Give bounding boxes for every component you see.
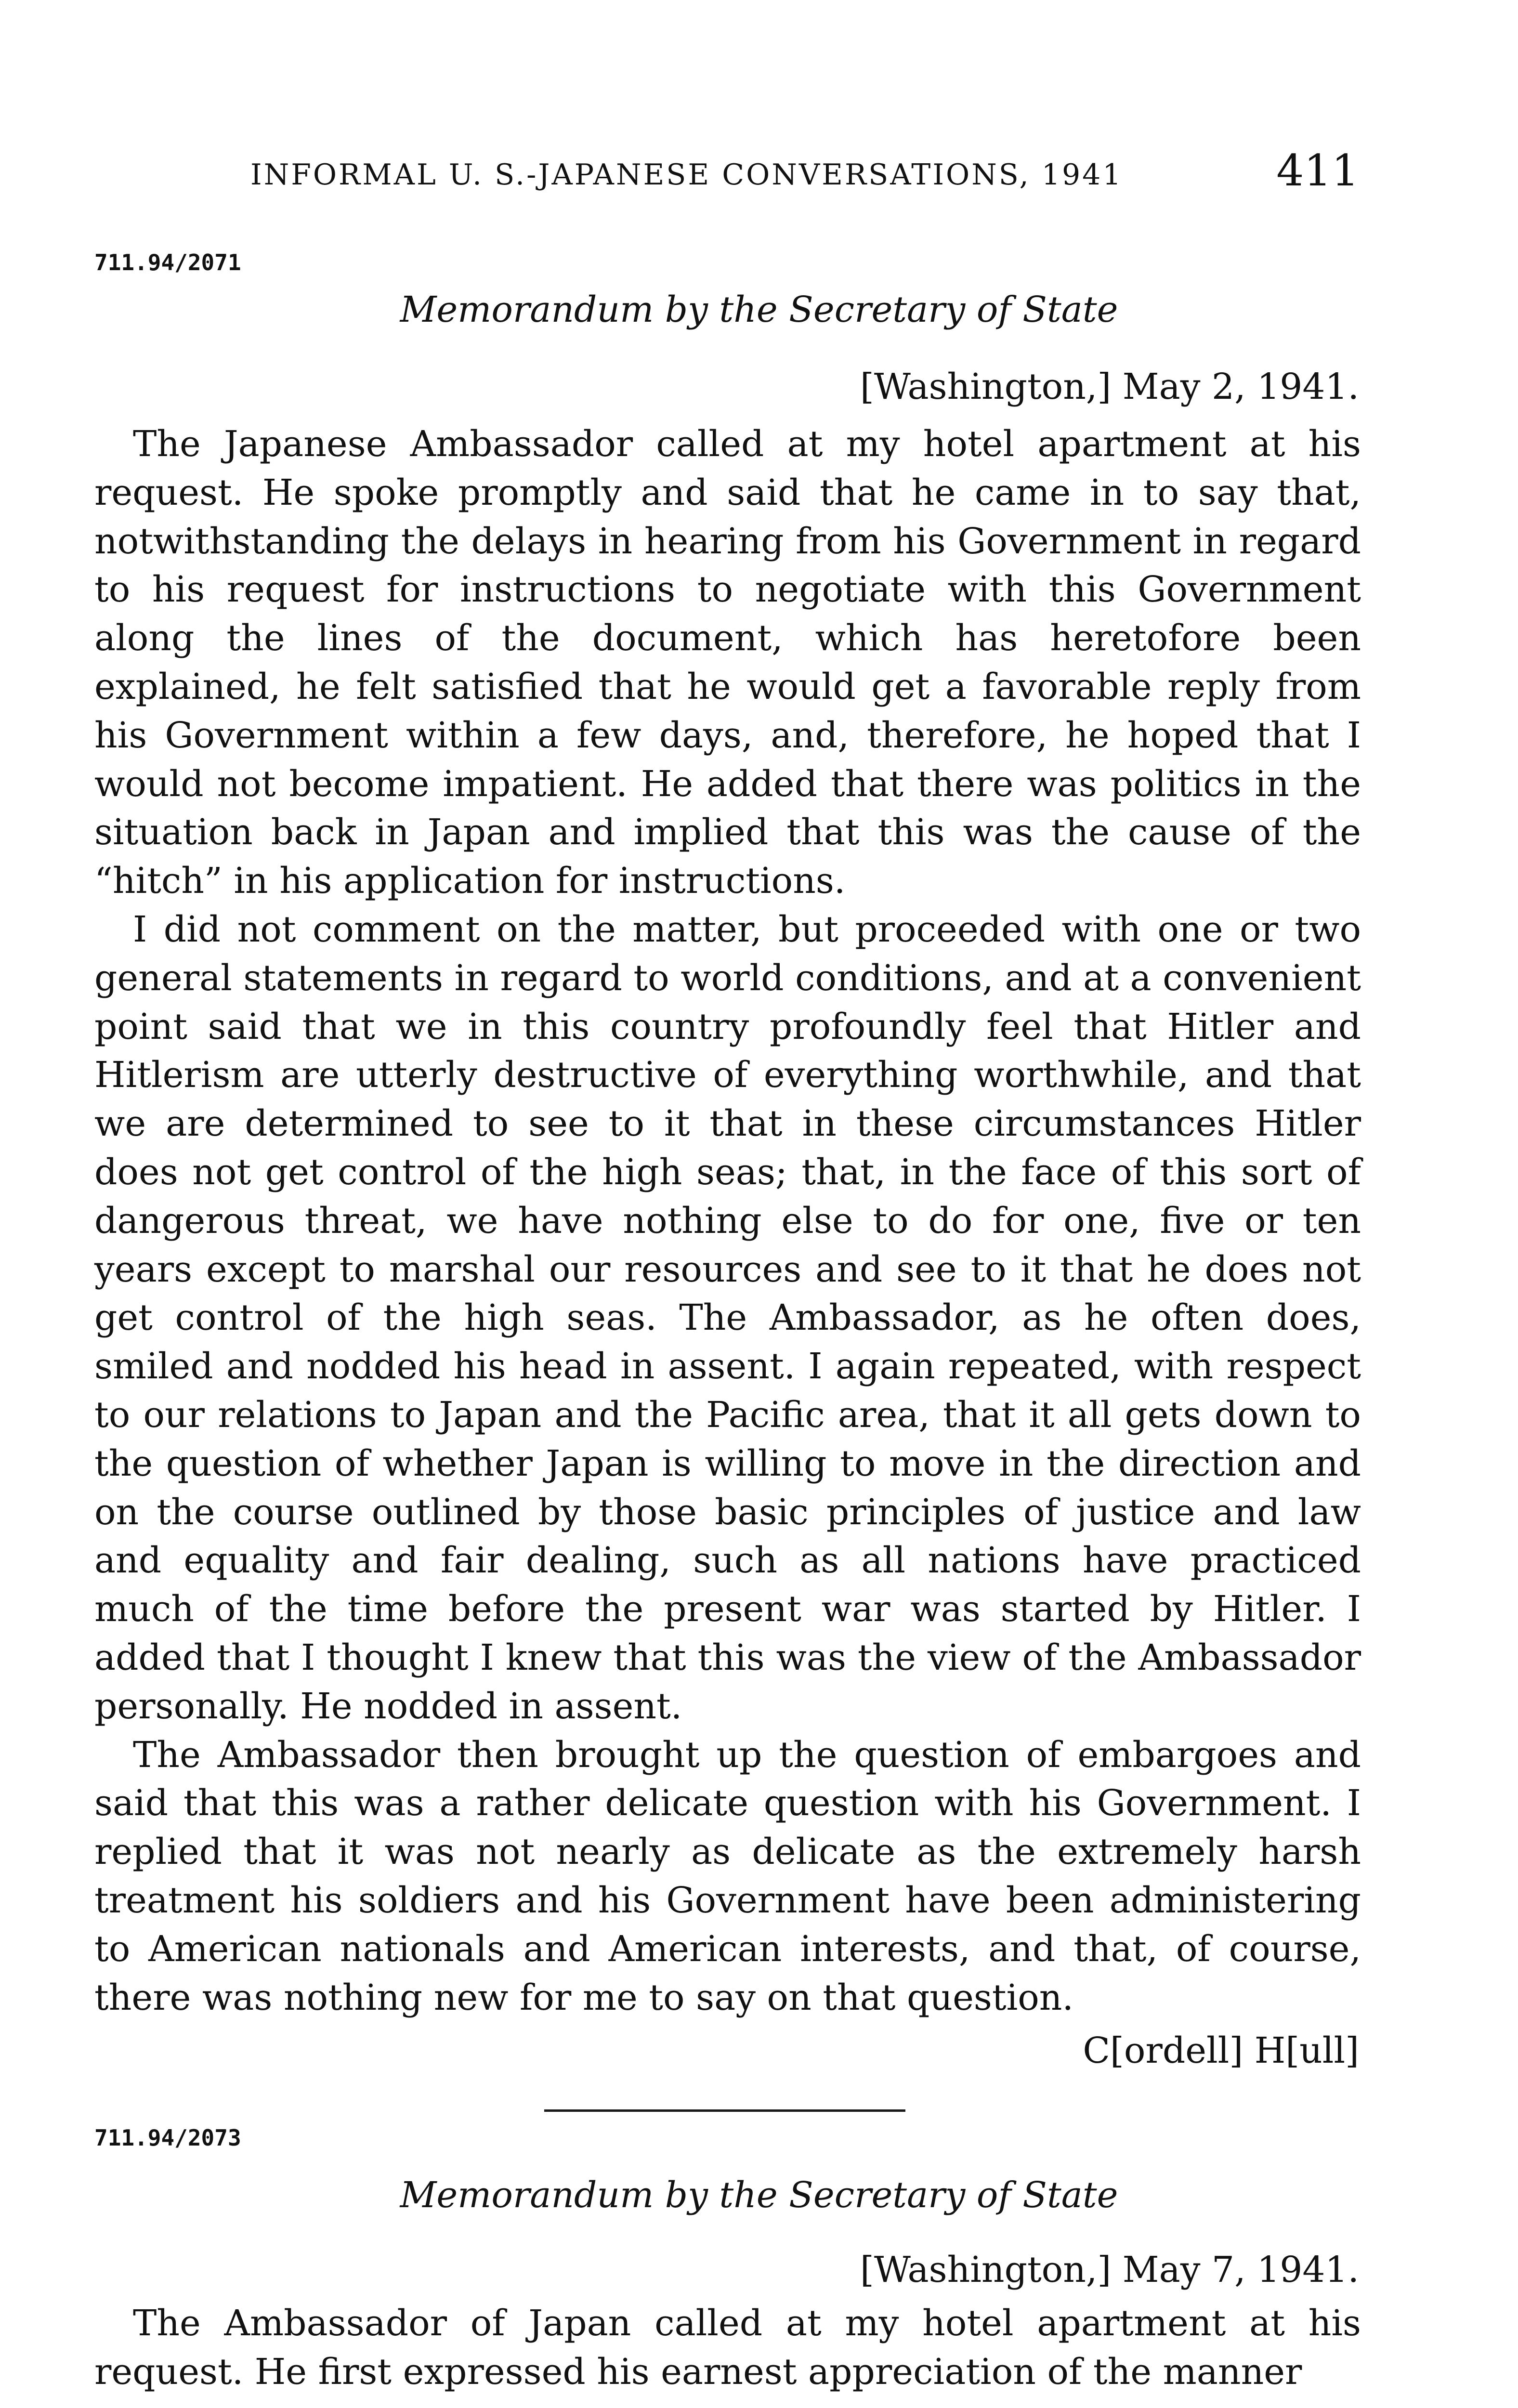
paragraph: The Japanese Ambassador called at my hotel apartment at his request. He spoke promptly and said that he came in to say that, notwithstanding the delays in hearing from his Government in regard to his request for instructions to negotiate with this Government along the lines of the document, which has heretofore been explained, he felt satisfied that he would get a favorable reply from his Government within a few days, and, therefore, he hoped that I would not become impatient. He added that there was politics in the situation back in Japan and implied that this was the cause of the “hitch” in his application for instructions.	[94, 423, 1361, 902]
paragraph: I did not comment on the matter, but proceeded with one or two general statements in regard to world conditions, and at a convenient point said that we in this country profoundly feel that Hitler and Hitlerism are utterly destructive of everything worthwhile, and that we are determined to see to it that in these circumstances Hitler does not get control of the high seas; that, in the face of this sort of dangerous threat, we have nothing else to do for one, five or ten years except to marshal our resources and see to it that he does not get control of the high seas. The Ambassador, as he often does, smiled and nodded his head in assent. I again repeated, with respect to our relations to Japan and the Pacific area, that it all gets down to the question of whether Japan is willing to move in the direction and on the course outlined by those basic principles of justice and law and equality and fair dealing, such as all nations have practiced much of the time before the present war was started by Hitler. I added that I thought I knew that this was the view of the Ambassador personally. He nodded in assent.	[94, 908, 1361, 1727]
memo-body	[94, 420, 1361, 2022]
page-number: 411	[1276, 145, 1359, 196]
file-number: 711.94/2073	[94, 2125, 241, 2151]
signature: C[ordell] H[ull]	[1083, 2030, 1359, 2071]
paragraph: The Ambassador of Japan called at my hotel apartment at his request. He first expressed his earnest appreciation of the manner	[94, 2303, 1361, 2393]
paragraph: The Ambassador then brought up the question of embargoes and said that this was a rather delicate question with his Government. I replied that it was not nearly as delicate as the extremely harsh treatment his soldiers and his Government have been administering to American nationals and American interests, and that, of course, there was nothing new for me to say on that question.	[94, 1734, 1361, 2018]
memo-body	[94, 2299, 1361, 2396]
file-number: 711.94/2071	[94, 249, 241, 275]
running-title: INFORMAL U. S.-JAPANESE CONVERSATIONS, 1941	[250, 158, 1123, 192]
dateline: [Washington,] May 2, 1941.	[860, 366, 1359, 407]
memo-title: Memorandum by the Secretary of State	[400, 2174, 1118, 2216]
running-head	[0, 145, 1518, 202]
dateline: [Washington,] May 7, 1941.	[860, 2249, 1359, 2290]
section-divider	[544, 2109, 905, 2112]
memo-title: Memorandum by the Secretary of State	[400, 289, 1118, 330]
